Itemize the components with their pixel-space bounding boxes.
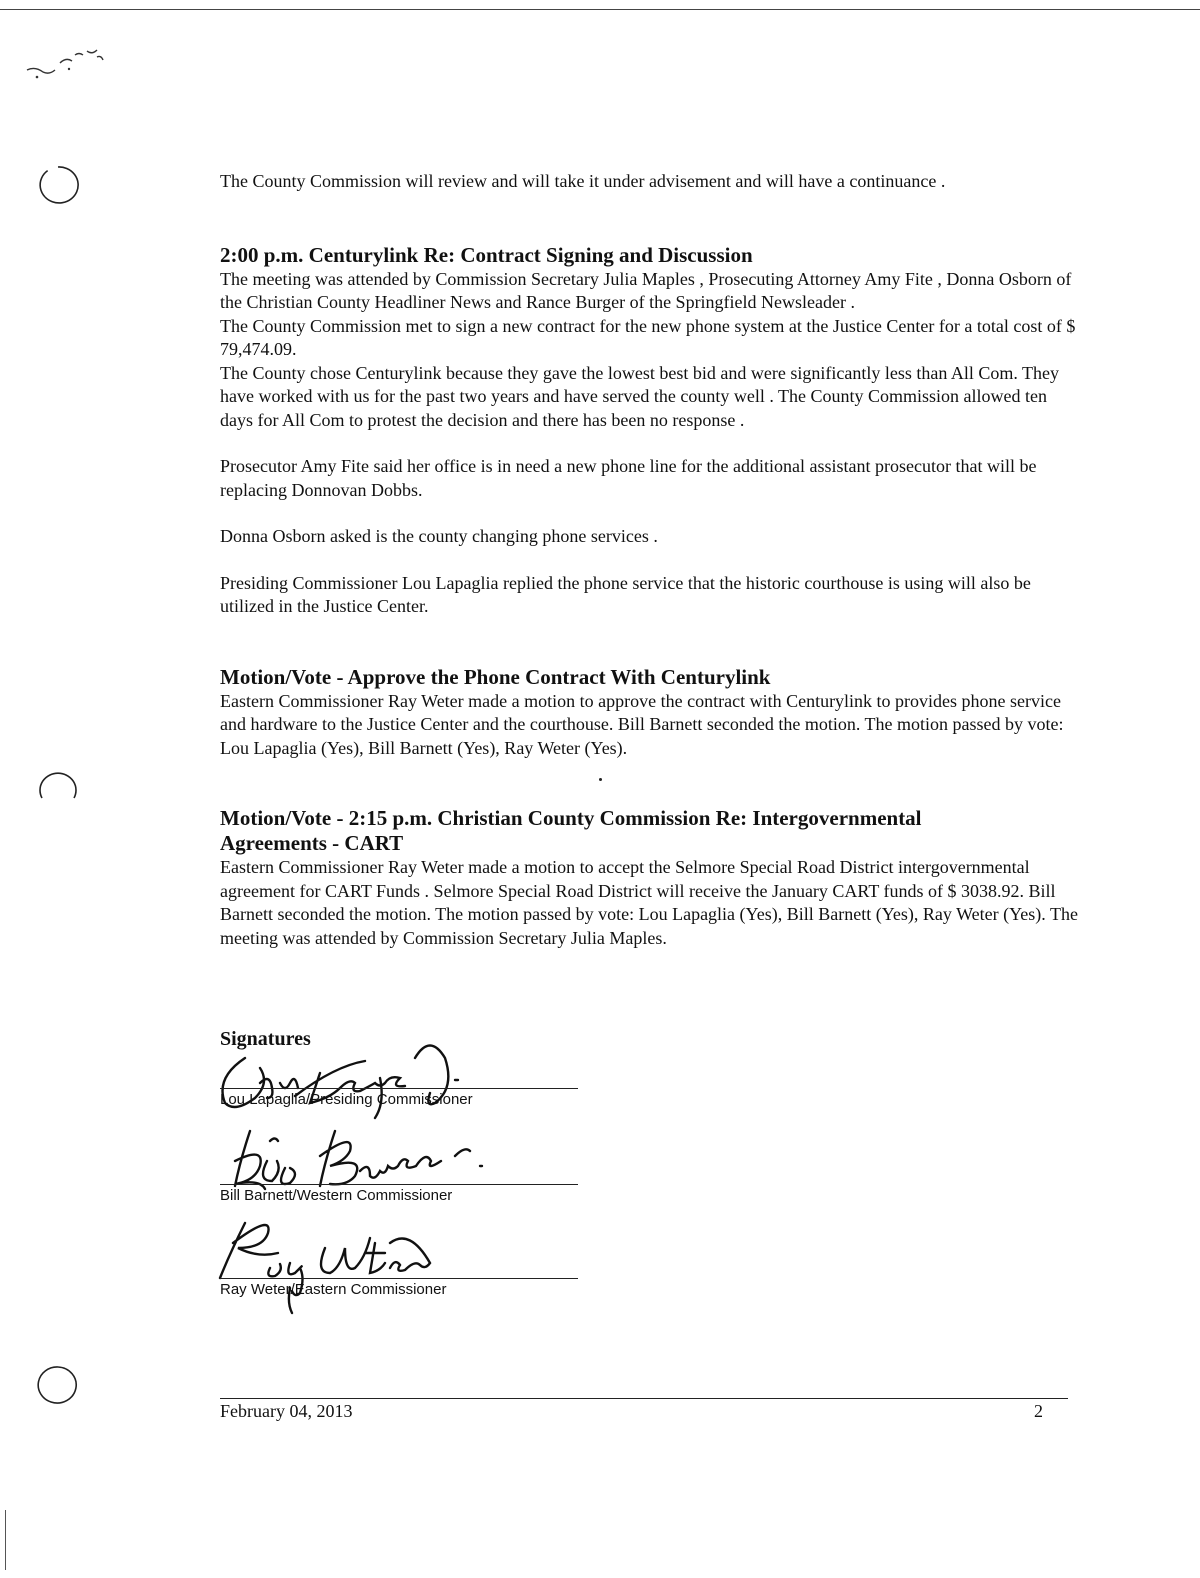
- signature-block: [220, 1028, 620, 1298]
- section-heading: Motion/Vote - Approve the Phone Contract With Centurylink: [220, 664, 771, 689]
- paragraph: The County chose Centurylink because they gave the lowest best bid and were significantly less than All Com. They have worked with us for the past two years and have served the county well . The County Commission allowed ten days for All Com to protest the decision and there has been no response .: [220, 362, 1059, 430]
- scan-speck: [599, 778, 602, 781]
- signature-label: Bill Barnett/Western Commissioner: [220, 1187, 453, 1204]
- signature-label: Ray Weter/Eastern Commissioner: [220, 1281, 447, 1298]
- section-heading: Motion/Vote - 2:15 p.m. Christian County Commission Re: Intergovernmental Agreements - CART: [220, 806, 922, 855]
- paragraph: The County Commission met to sign a new contract for the new phone system at the Justice Center for a total cost of $ 79,474.09.: [220, 315, 1076, 359]
- section-cart-agreements: [220, 806, 1080, 950]
- signature-line: [220, 1088, 578, 1089]
- paragraph: Eastern Commissioner Ray Weter made a motion to accept the Selmore Special Road District intergovernmental agreement for CART Funds . Selmore Special Road District will receive the January CART funds of $ 3038.92. Bill Barnett seconded the motion. The motion passed by vote: Lou Lapaglia (Yes), Bill Barnett (Yes), Ray Weter (Yes). The meeting was attended by Commission Secretary Julia Maples.: [220, 857, 1078, 948]
- punch-hole-middle: [37, 770, 79, 810]
- signatures-title: Signatures: [220, 1028, 311, 1050]
- footer-date: February 04, 2013: [220, 1401, 353, 1421]
- page-number: 2: [1034, 1401, 1043, 1421]
- paragraph: Donna Osborn asked is the county changing phone services .: [220, 526, 658, 546]
- scan-edge-left: [5, 1510, 6, 1570]
- signature-line: [220, 1184, 578, 1185]
- scan-edge-top: [0, 9, 1200, 10]
- minutes-body: [220, 170, 1080, 950]
- paragraph: Prosecutor Amy Fite said her office is in need a new phone line for the additional assistant prosecutor that will be replacing Donnovan Dobbs.: [220, 456, 1037, 500]
- continuance-note: The County Commission will review and will take it under advisement and will have a continuance .: [220, 171, 946, 191]
- punch-hole-bottom: [37, 1365, 79, 1405]
- section-centurylink-contract: [220, 243, 1080, 619]
- signature-line: [220, 1278, 578, 1279]
- section-heading: 2:00 p.m. Centurylink Re: Contract Signing and Discussion: [220, 242, 753, 267]
- footer-rule: [220, 1398, 1068, 1399]
- signature-label: Lou Lapaglia/Presiding Commissioner: [220, 1091, 473, 1108]
- section-approve-phone-contract: [220, 665, 1080, 761]
- paragraph: The meeting was attended by Commission Secretary Julia Maples , Prosecuting Attorney Amy Fite , Donna Osborn of the Christian County Headliner News and Rance Burger of the Springfield Newsleader .: [220, 268, 1072, 312]
- signature-bill-barnett: [205, 1116, 535, 1191]
- punch-hole-top: [37, 165, 79, 205]
- signature-ray-weter: [205, 1208, 505, 1318]
- paragraph: Eastern Commissioner Ray Weter made a motion to approve the contract with Centurylink to provides phone service and hardware to the Justice Center and the courthouse. Bill Barnett seconded the motion. The motion passed by vote: Lou Lapaglia (Yes), Bill Barnett (Yes), Ray Weter (Yes).: [220, 690, 1064, 758]
- margin-scribble: [25, 45, 115, 90]
- paragraph: Presiding Commissioner Lou Lapaglia replied the phone service that the historic courthouse is using will also be utilized in the Justice Center.: [220, 572, 1031, 616]
